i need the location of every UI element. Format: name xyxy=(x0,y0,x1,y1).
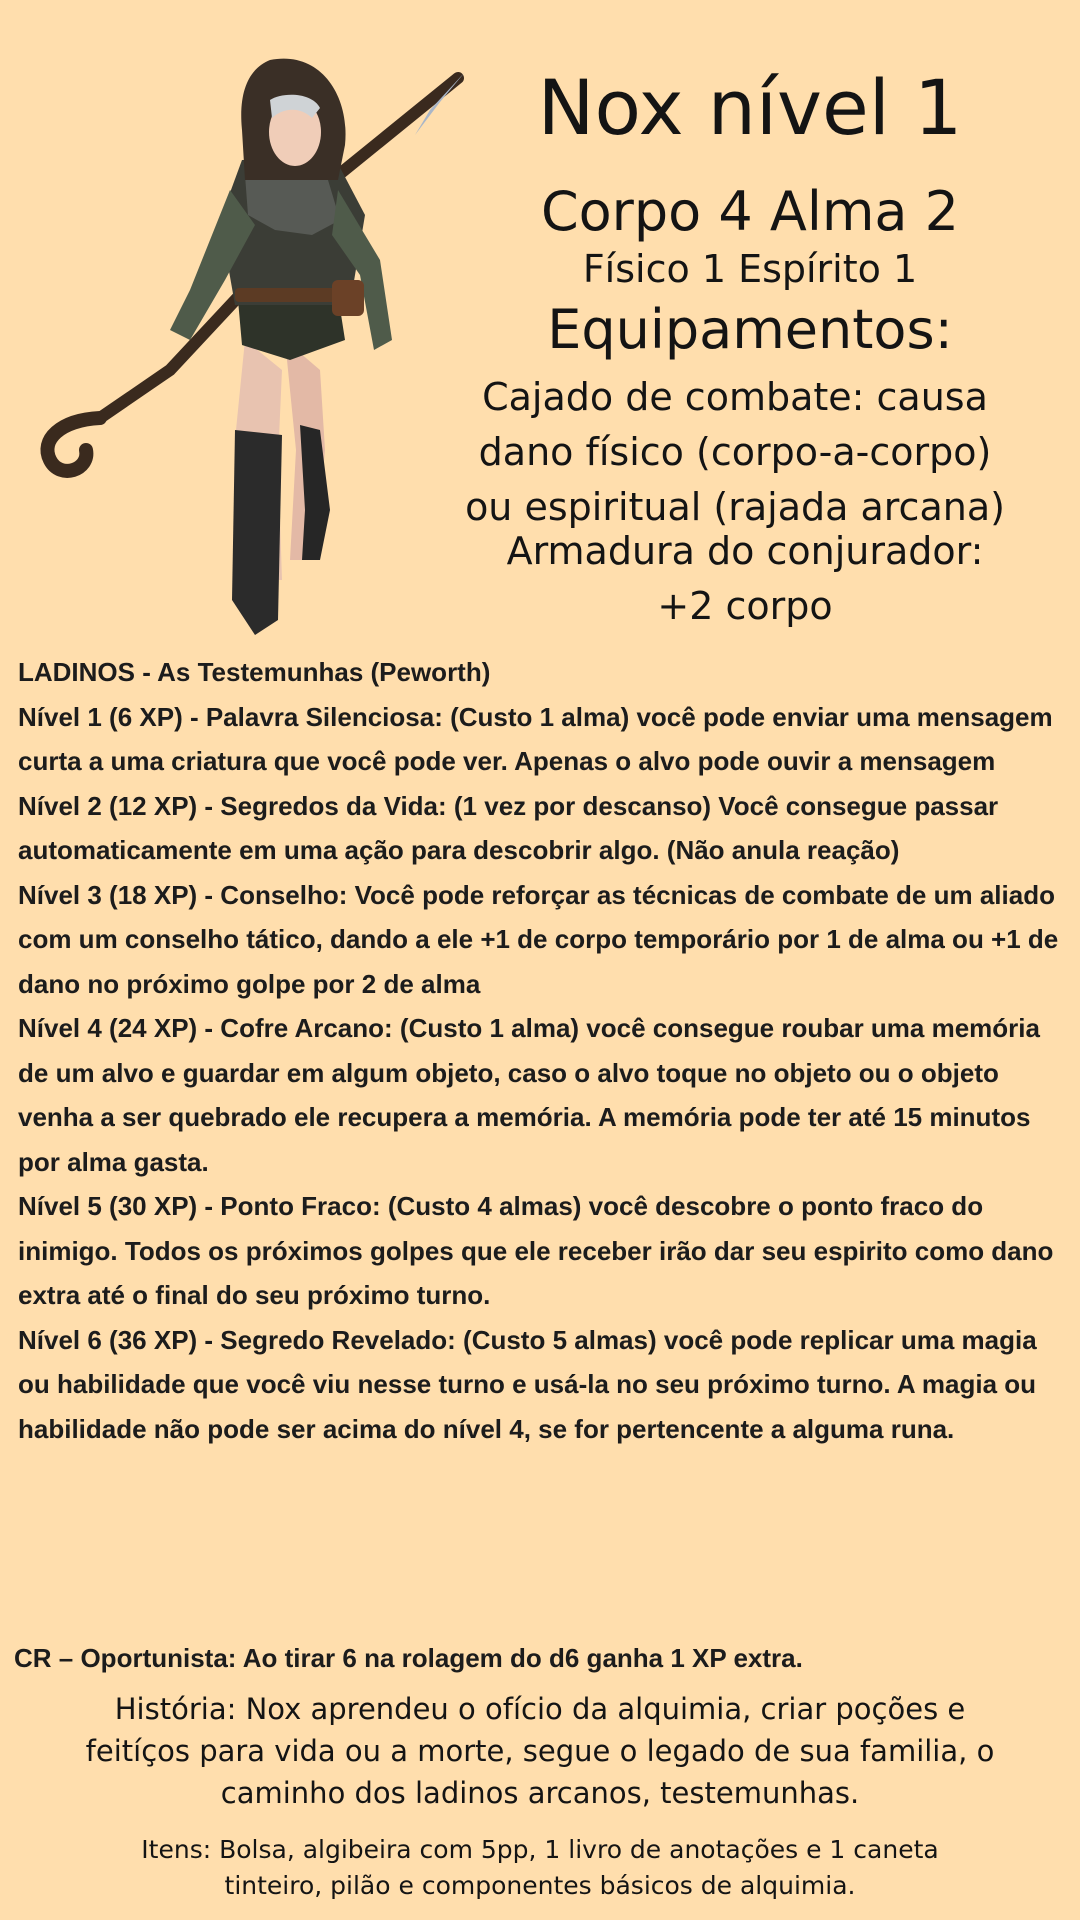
character-substats: Físico 1 Espírito 1 xyxy=(582,247,918,291)
character-portrait xyxy=(20,40,480,640)
ability-level-3: Nível 3 (18 XP) - Conselho: Você pode reforçar as técnicas de combate de um aliado com um conselho tático, dando a ele +1 de corpo temporário por 1 de alma ou +1 de dano no próximo golpe por 2 de alma xyxy=(18,879,1059,999)
boot-left xyxy=(232,430,282,635)
boot-right xyxy=(300,425,330,560)
ability-level-6: Nível 6 (36 XP) - Segredo Revelado: (Custo 5 almas) você pode replicar uma magia ou habilidade que você viu nesse turno e usá-la no seu próximo turno. A magia ou habilidade não pode ser acima do nível 4, se for pertencente a alguma runa. xyxy=(18,1324,1037,1444)
equipment-armor: Armadura do conjurador: +2 corpo xyxy=(506,529,984,628)
ability-level-2: Nível 2 (12 XP) - Segredos da Vida: (1 vez por descanso) Você consegue passar automaticamente em uma ação para descobrir algo. (Não anula reação) xyxy=(18,790,999,865)
abilities-heading: LADINOS - As Testemunhas (Peworth) xyxy=(18,657,491,687)
character-belt xyxy=(235,288,347,302)
character-title: Nox nível 1 xyxy=(537,63,963,152)
ability-level-4: Nível 4 (24 XP) - Cofre Arcano: (Custo 1 alma) você consegue roubar uma memória de um alvo e guardar em algum objeto, caso o alvo toque no objeto ou o objeto venha a ser quebrado ele recupera a memória. A memória pode ter até 15 minutos por alma gasta. xyxy=(18,1013,1040,1177)
equipment-staff: Cajado de combate: causa dano físico (corpo-a-corpo) ou espiritual (rajada arcana) xyxy=(465,375,1005,529)
history-text: História: Nox aprendeu o ofício da alquimia, criar poções e feitíços para vida ou a morte, segue o legado de sua familia, o caminho dos ladinos arcanos, testemunhas. xyxy=(85,1692,995,1810)
ability-level-5: Nível 5 (30 XP) - Ponto Fraco: (Custo 4 almas) você descobre o ponto fraco do inimigo. Todos os próximos golpes que ele receber irão dar seu espirito como dano extra até o final do seu próximo turno. xyxy=(18,1191,1054,1310)
items-text: Itens: Bolsa, algibeira com 5pp, 1 livro de anotações e 1 caneta tinteiro, pilão e componentes básicos de alquimia. xyxy=(141,1835,939,1900)
character-stats: Corpo 4 Alma 2 xyxy=(540,180,960,243)
equipment-heading: Equipamentos: xyxy=(547,298,953,361)
staff-hook xyxy=(47,418,100,471)
abilities-section xyxy=(18,650,1063,1451)
cr-note: CR – Oportunista: Ao tirar 6 na rolagem do d6 ganha 1 XP extra. xyxy=(14,1643,803,1673)
ability-level-1: Nível 1 (6 XP) - Palavra Silenciosa: (Custo 1 alma) você pode enviar uma mensagem curta a uma criatura que você pode ver. Apenas o alvo pode ouvir a mensagem xyxy=(18,701,1053,776)
character-pouch xyxy=(332,280,364,316)
